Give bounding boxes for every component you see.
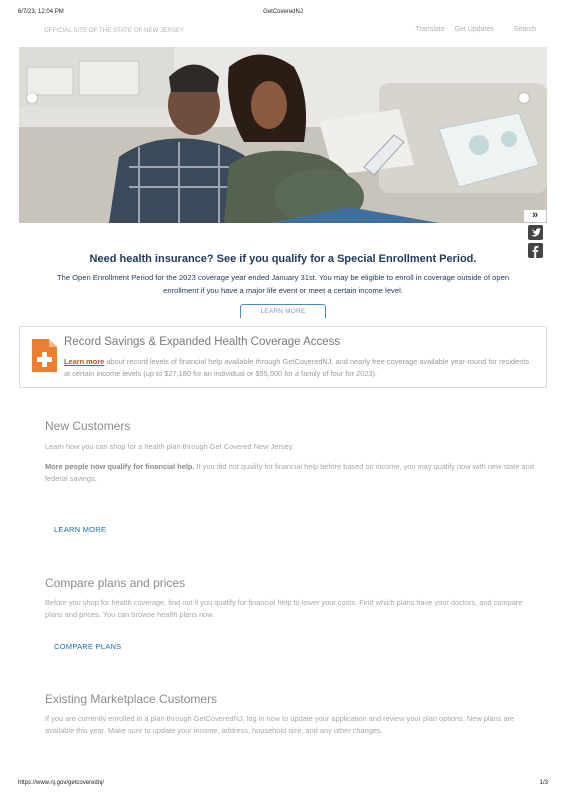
get-updates-link[interactable]: Get Updates bbox=[454, 26, 494, 33]
social-share-bar bbox=[524, 210, 546, 258]
compare-section bbox=[45, 576, 536, 621]
print-url: https://www.nj.gov/getcoverednj/ bbox=[18, 780, 105, 786]
new-customers-bold: More people now qualify for financial help. bbox=[45, 462, 195, 471]
chevrons-right-icon[interactable]: » bbox=[524, 210, 546, 222]
new-customers-learn-more-link[interactable]: LEARN MORE bbox=[54, 525, 107, 534]
new-customers-section bbox=[45, 419, 536, 485]
compare-plans-link[interactable]: COMPARE PLANS bbox=[54, 642, 122, 651]
print-header bbox=[18, 9, 548, 19]
existing-customers-section bbox=[45, 692, 536, 737]
document-plus-icon bbox=[32, 339, 57, 372]
alert-text-body: about record levels of financial help available through GetCoveredNJ, and nearly free coverage available year-round for residents at certain income levels (up to $27,180 for an individual or $55,500 for a family of four for 2023). bbox=[64, 357, 530, 378]
sep-description: The Open Enrollment Period for the 2023 coverage year ended January 31st. You may be eligible to enroll in coverage outside of open enrollment if you have a major life event or meet a certain income level. bbox=[56, 273, 510, 295]
compare-title: Compare plans and prices bbox=[45, 576, 186, 590]
new-customers-body: If you did not qualify for financial help before based on income, you may qualify now with new state and federal savings. bbox=[45, 462, 534, 483]
official-site-label: OFFICIAL SITE OF THE STATE OF NEW JERSEY bbox=[44, 28, 185, 34]
site-bar bbox=[44, 26, 536, 38]
alert-title: Record Savings & Expanded Health Coverage Access bbox=[64, 336, 341, 348]
sep-learn-more-button[interactable]: LEARN MORE bbox=[240, 304, 326, 318]
utility-links bbox=[408, 26, 536, 33]
new-customers-title: New Customers bbox=[45, 419, 131, 433]
print-footer bbox=[18, 780, 548, 790]
compare-text: Before you shop for health coverage, find out if you qualify for financial help to lower your costs. Find which plans have your doctors, and compare plans and prices. You can browse health plans now. bbox=[45, 598, 523, 619]
hero-photo bbox=[19, 47, 547, 223]
alert-learn-more-link[interactable]: Learn more bbox=[64, 357, 105, 366]
translate-link[interactable]: Translate bbox=[415, 26, 445, 33]
existing-text: If you are currently enrolled in a plan through GetCoveredNJ, log in now to update your application and review your plan options. New plans are available this year. Make sure to update your income, address, household size, and any other changes. bbox=[45, 714, 515, 735]
print-date: 6/7/23, 12:04 PM bbox=[18, 9, 64, 15]
new-customers-text bbox=[45, 461, 536, 485]
alert-text bbox=[64, 356, 532, 380]
carousel-prev-dot[interactable] bbox=[27, 93, 37, 103]
hero-image bbox=[19, 47, 547, 223]
carousel-next-dot[interactable] bbox=[519, 93, 529, 103]
search-link[interactable]: Search bbox=[513, 26, 536, 33]
new-customers-intro: Learn how you can shop for a health plan through Get Covered New Jersey. bbox=[45, 442, 294, 451]
print-title: GetCoveredNJ bbox=[263, 9, 303, 15]
sep-heading: Need health insurance? See if you qualify for a Special Enrollment Period. bbox=[89, 253, 477, 265]
print-page-number: 1/3 bbox=[539, 780, 548, 786]
twitter-icon[interactable] bbox=[528, 225, 543, 240]
savings-alert bbox=[19, 326, 547, 388]
existing-title: Existing Marketplace Customers bbox=[45, 692, 218, 706]
